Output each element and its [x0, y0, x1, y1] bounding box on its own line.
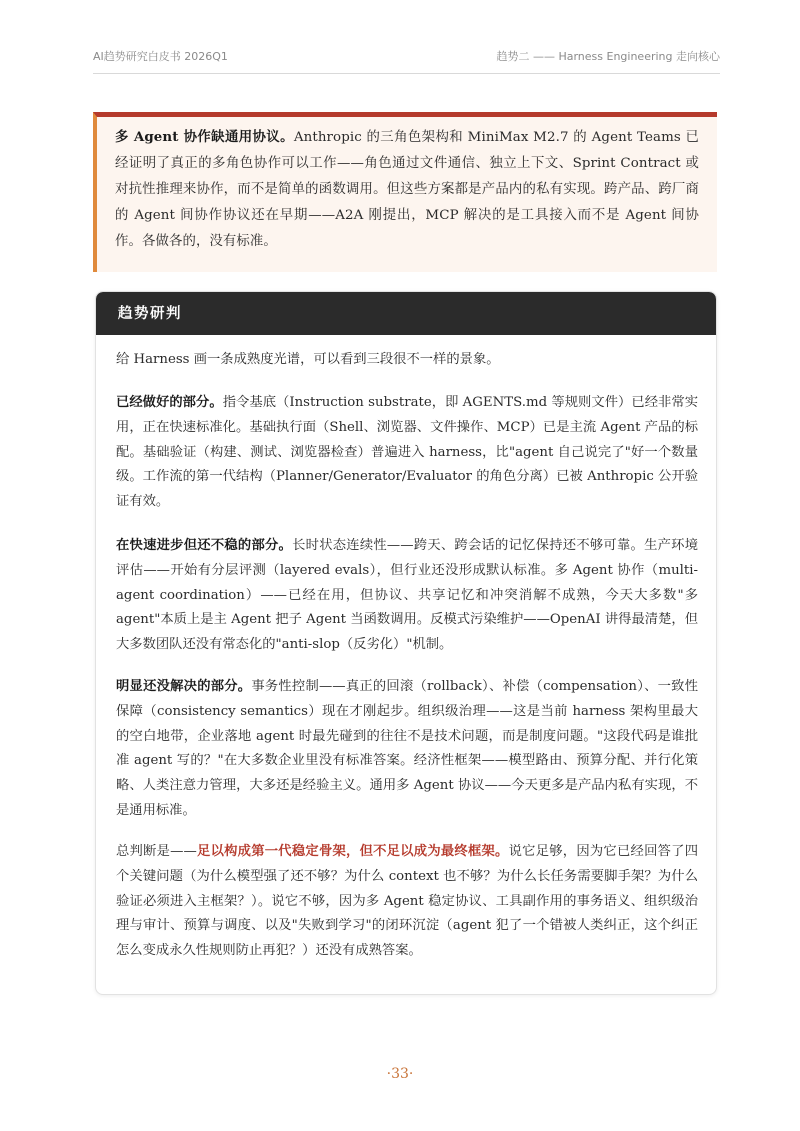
page-header [93, 48, 720, 64]
section-unsolved-text: 事务性控制——真正的回滚（rollback）、补偿（compensation）、一致性保障（consistency semantics）现在才刚起步。组织级治理——这是当前 harness 架构里最大的空白地带，企业落地 agent 时最先碰到的往往不是技术问题，而是制度问题。"这段代码是谁批准 agent 写的？"在大多数企业里没有标准答案。经济性框架——模型路由、预算分配、并行化策略、人类注意力管理，大多还是经验主义。通用多 Agent 协议——今天更多是产品内私有实现，不是通用标准。 [116, 679, 699, 818]
conclusion-paragraph [116, 840, 698, 964]
section-unsolved-lead: 明显还没解决的部分。 [116, 679, 252, 694]
header-left: AI趋势研究白皮书 2026Q1 [93, 50, 228, 63]
intro-paragraph: 给 Harness 画一条成熟度光谱，可以看到三段很不一样的景象。 [116, 352, 500, 367]
card-title: 趋势研判 [118, 306, 182, 322]
section-unsolved [116, 675, 698, 824]
conclusion-prefix: 总判断是—— [116, 844, 197, 859]
section-progressing [116, 534, 698, 658]
header-divider [93, 73, 720, 74]
section-progressing-text: 长时状态连续性——跨天、跨会话的记忆保持还不够可靠。生产环境评估——开始有分层评测（layered evals），但行业还没形成默认标准。多 Agent 协作（multi-agent coordination）——已经在用，但协议、共享记忆和冲突消解不成熟，今天大多数"多 agent"本质上是主 Agent 把子 Agent 当函数调用。反模式污染维护——OpenAI 讲得最清楚，但大多数团队还没有常态化的"anti-slop（反劣化）"机制。 [116, 538, 699, 653]
conclusion-highlight: 足以构成第一代稳定骨架，但不足以成为最终框架。 [196, 844, 509, 859]
header-right: 趋势二 —— Harness Engineering 走向核心 [496, 50, 720, 63]
section-progressing-lead: 在快速进步但还不稳的部分。 [116, 538, 293, 553]
conclusion-text: 说它足够，因为它已经回答了四个关键问题（为什么模型强了还不够？为什么 context 也不够？为什么长任务需要脚手架？为什么验证必须进入主框架？）。说它不够，因为多 Agent 稳定协议、工具副作用的事务语义、组织级治理与审计、预算与调度、以及"失败到学习"的闭环沉淀（agent 犯了一个错被人类纠正，这个纠正怎么变成永久性规则防止再犯？）还没有成熟答案。 [116, 844, 699, 959]
callout-lead: 多 Agent 协作缺通用协议。 [115, 129, 294, 145]
callout-body: Anthropic 的三角色架构和 MiniMax M2.7 的 Agent Teams 已经证明了真正的多角色协作可以工作——角色通过文件通信、独立上下文、Sprint Contract 或对抗性推理来协作，而不是简单的函数调用。但这些方案都是产品内的私有实现。跨产品、跨厂商的 Agent 间协作协议还在早期——A2A 刚提出，MCP 解决的是工具接入而不是 Agent 间协作。各做各的，没有标准。 [115, 130, 699, 249]
section-done-text: 指令基底（Instruction substrate，即 AGENTS.md 等规则文件）已经非常实用，正在快速标准化。基础执行面（Shell、浏览器、文件操作、MCP）已是主流 Agent 产品的标配。基础验证（构建、测试、浏览器检查）普遍进入 harness，比"agent 自己说完了"好一个数量级。工作流的第一代结构（Planner/Generator/Evaluator 的角色分离）已被 Anthropic 公开验证有效。 [116, 395, 698, 510]
page-number: ·33· [386, 1066, 414, 1082]
section-done-lead: 已经做好的部分。 [116, 395, 223, 410]
callout-text [115, 124, 699, 255]
section-done [116, 391, 698, 515]
card-header [96, 292, 716, 335]
